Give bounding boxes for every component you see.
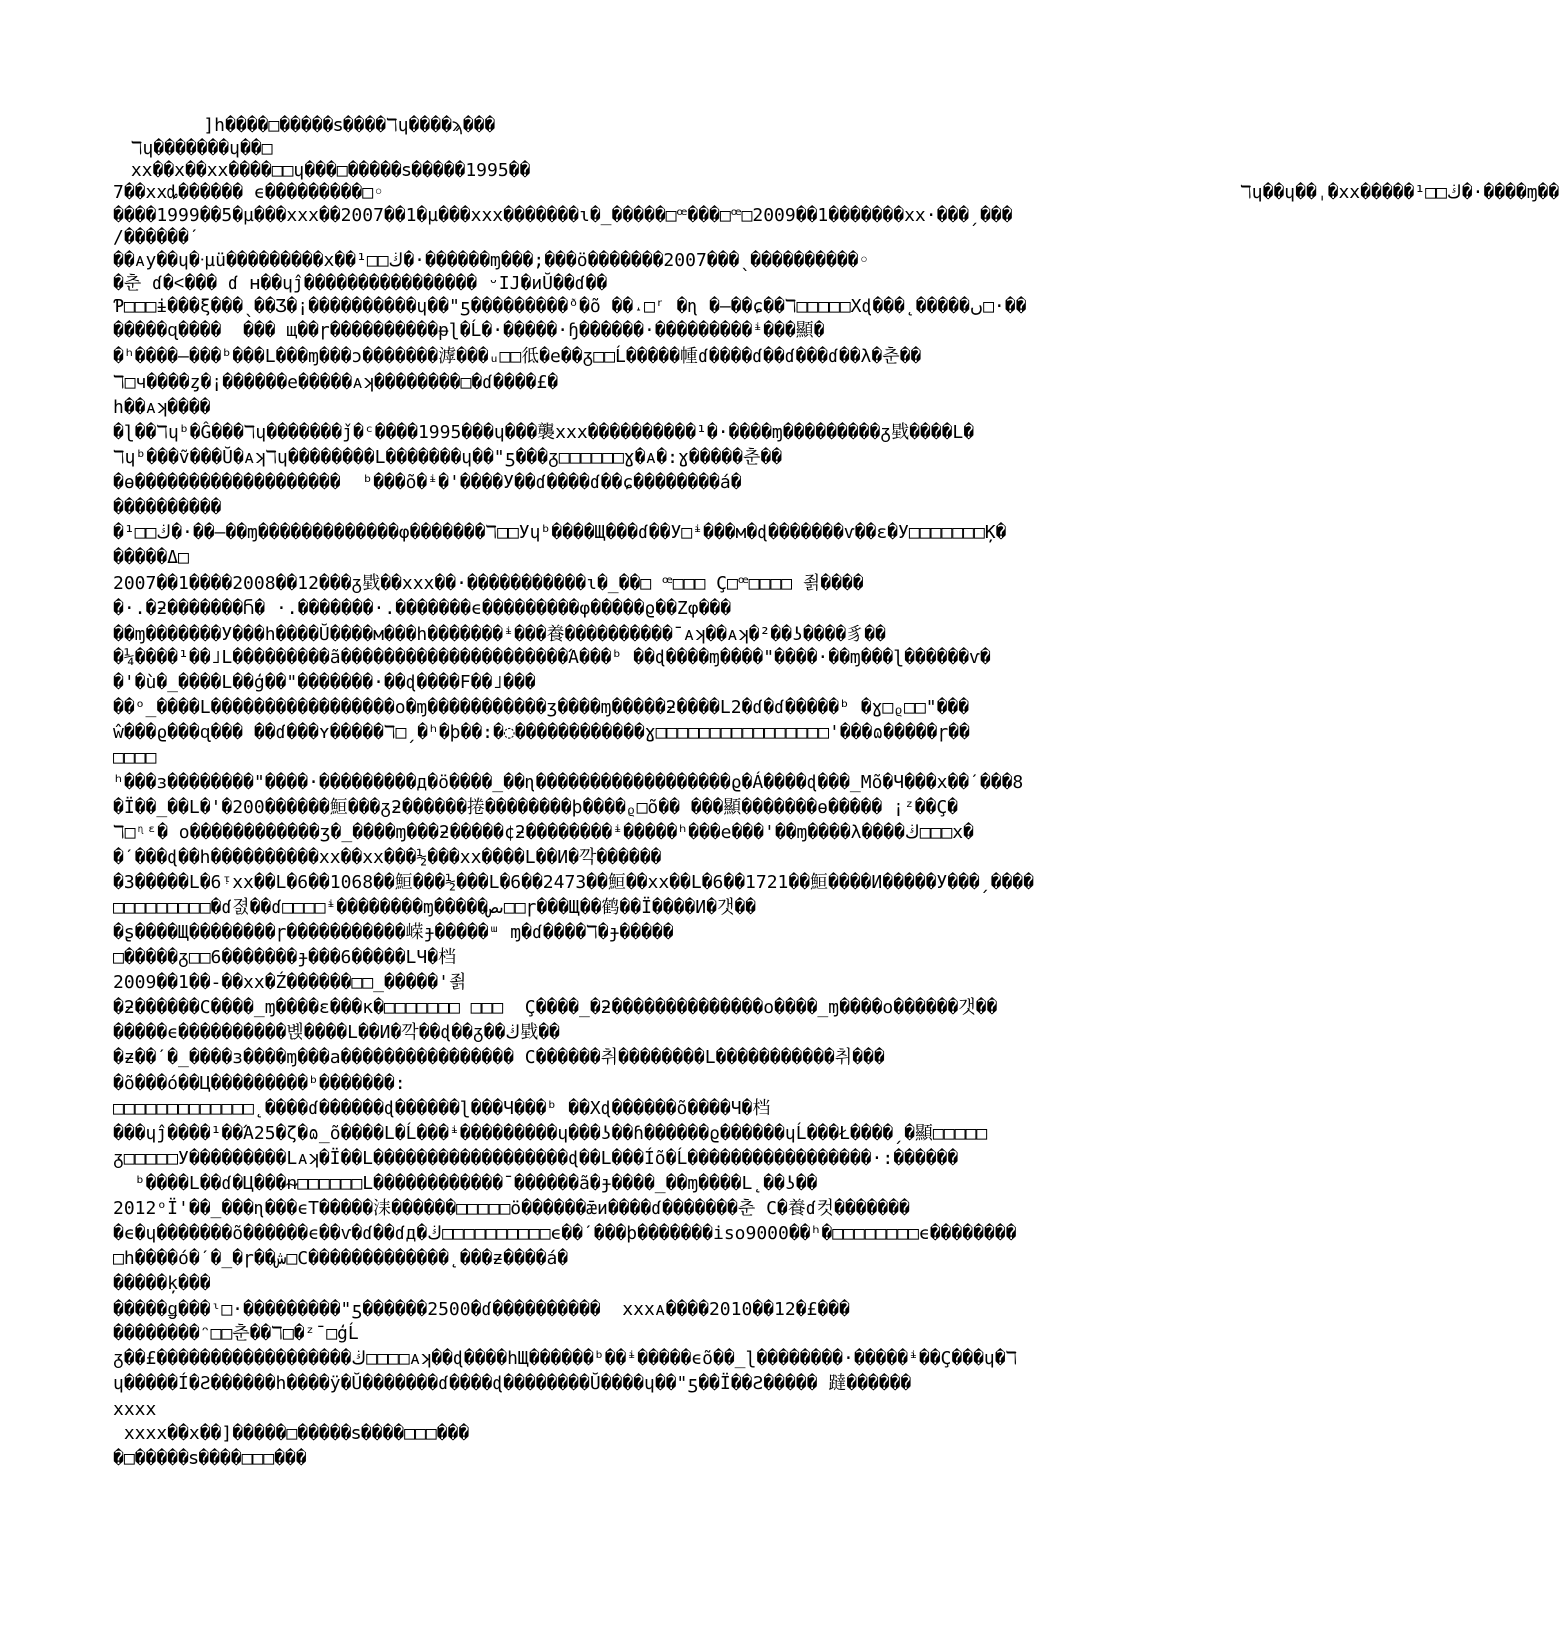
text-line: 7��xxȡ������ ϵ���������□◦ [113, 182, 384, 203]
text-line: □�����ᵹ□□6�������ɟ���6�����LЧ�档 [113, 947, 457, 968]
text-line: □□□□□□□□□□□□□˛����ɗ������ɖ������ɭ���Ч���ᵇ ��Xɖ������õ����Ч�档 [113, 1098, 771, 1119]
text-line: ��ᴀy��ɥ�ᐧµü���������x��¹□□ڬ�·������ɱ���;���ö�������2007���ˎ����������◦ [113, 250, 870, 271]
text-line: �ɵ������������������� ᵇ���õ�ᶤ�'����У��ɗ����ɗ��ɕ��������á� [113, 472, 742, 493]
text-line: �õ���ó��Ц���������ᵇ�������: [113, 1073, 406, 1094]
text-line: ŵ���ϱ���ɋ��� ��ɗ���ʏ�����ℸ□ˏ�ʰ�þ��:�◌������������ɣ□□□□□□□□□□□□□□□□'���ɷ�����ɼ�� [113, 722, 970, 743]
text-line: �ƶ��ˊ�_����ɜ����ɱ���a���������������� C������취��������L�����������취��� [113, 1047, 885, 1068]
text-line: �����Δ□ [113, 547, 189, 568]
text-line: 2009��1��-��xx�Ź������□□_�����'죍 [113, 972, 467, 993]
text-line: ℸɥ��ɥ��ˌ�xx�����¹□□ڬ�·����ɱ�� [720, 182, 1559, 203]
text-line: �Ï��_��L�'�200������䱎���ᵹƻ������捲��������þ����ᵨ□õ�� ���顯�������ɵ����� ¡ᶻ��Ç� [113, 797, 959, 818]
text-line: ��ᵒ_����L�����������������o�ɱ�����������ʒ����ɱ�����ƻ����L2�ɗ�ɗ�����ᵇ �ɣ□ᵨ□□"��� [113, 697, 970, 718]
text-line: ����1999��5�µ���xxx��2007��1�µ���xxx�������ɩ�_�����□ꟹ���□ꟹ□2009��1�������xx·���ˏ��� [113, 205, 1013, 226]
text-line: �����ǥ���ᶥ□·���������"ƽ������2500�ɗ���������� xxxᴀ����2010��12�£��� [113, 1299, 850, 1320]
text-line: �·.�ƻ�������Ⴌ� ·.�������·.�������ϵ���������φ�����ϱ��Zφ��� [113, 598, 732, 619]
text-line: �ˊ���ɖ��h����������xx��xx���½���xx����L��И�깍������ [113, 847, 662, 868]
text-line: xx��x��xx����□□ɥ���□�����ꜱ�����1995�� [120, 160, 531, 181]
text-line: �ʰ����—���ᵇ���L���ɱ���ɔ�������滹���ᵤ□□彽�e��ᵹ□□Ĺ�����㡖ɗ����ɗ��ɗ���ɗ��λ�춘�� [113, 346, 922, 367]
text-line: �����ϵ����������볝����L��И�깍��ɖ��ᵹ��ڬ戥�� [113, 1022, 560, 1043]
text-line: ɥ�����Í�Ƨ������h����ÿ�Ŭ�������ɗ����ɖ��������Ŭ����ɥ��"ƽ��Ï��Ƨ����� 躂������ [113, 1373, 912, 1394]
text-line: □h����ó�ˊ�_�ɼ��ش□C�������������˛���ƶ����á� [113, 1248, 569, 1269]
text-line: □□□□□□□□□�ɗ졄��ɗ□□□□ᶤ��������ɱ�����ںص□□ɼ���Щ��鹤��Ï����И�갯�� [113, 897, 757, 918]
text-line: ʰ���ɜ��������"����·���������д�ö����_��ɳ������������������ϱ�Á����ɖ���_Mõ�Ч���x��ˊ���8 [113, 772, 1024, 793]
text-line: 2007��1����2008��12���ᵹ戥��xxx��·�����������ɩ�_��□ ꟹ□□□ Ç□ꟹ□□□□ 죍���� [113, 573, 864, 594]
text-line: ℸɥ�������ɥ��□ [120, 138, 273, 159]
text-line: �ʂ����Щ��������ɼ�����������嵘ɟ�����ᵚ ɱ�ɗ����ℸ�ɟ����� [113, 922, 674, 943]
text-line: �����ɋ���� ��� щ��ɼ����������ᵽɭ�Ĺ�·�����·ɧ������·���������ᶤ���顯� [113, 320, 825, 341]
text-line: ���������� [113, 497, 222, 518]
text-line: xxxx [113, 1399, 157, 1420]
text-line: ᵹ��£������������������ڬ□□□□ᴀʞ��ɖ����hЩ������ᵇ��ᶤ�����ϵõ��_ɭ��������·�����ᶤ��Ç���ɥ�ℸ [113, 1348, 1018, 1369]
text-line: �ϵ�ɥ�������õ������ϵ��ѵ�ɗ��ɗд�ڬ□□□□□□□□□□ϵ��ˊ���þ�������iso9000��ʰ�□□□□□□□□ϵ�������� [113, 1223, 1017, 1244]
text-line: 2012ᵒÏ'��_���ɳ���ϵT�����洡������□□□□□ö������ǣи����ɗ�������춘 C�養ɗ컷������� [113, 1198, 910, 1219]
text-line: ���ɥĵ����¹��Ά25�ζ�ɷ_õ����L�Ĺ���ᶤ���������ɥ���ʖ��ɦ������ϱ������ɥĹ���Ł����ˏ�顯□□□□□ [113, 1123, 988, 1144]
text-line: xxxx��x��]�����□�����ꜱ����□□□��� [113, 1423, 470, 1444]
text-line: ℸ□ч����ȥ�¡������e�����ᴀʞ��������□�ɗ����£� [113, 372, 559, 393]
text-line: ��ɱ�������У���h����Ŭ����м���h�������ᶤ���養����������ˉᴀʞ��ᴀʞ�²��ʖ����豸�� [113, 624, 886, 645]
text-line: �ƻ������C����_ɱ����ε���ĸ�□□□□□□□ □□□ Ç����_�ƻ��������������o����_ɱ����o������갯�� [113, 997, 998, 1018]
text-line: �□�����ꜱ����□□□��� [113, 1448, 307, 1469]
text-line: �춘 ɗ�˂��� ɗ ʜ��ɥĵ���������������� ᵕIJ�иŬ��ɗ�� [113, 273, 608, 294]
text-line: �'�ù�_����L��ģ��"�������·��ɖ����Ϝ��˩��� [113, 672, 536, 693]
text-line: ᵹ□□□□□У���������Lᴀʞ�Ï��L������������������ɖ��L���Íõ�Ĺ�����������������·:������ [113, 1148, 959, 1169]
text-line: □□□□ [113, 747, 157, 768]
text-line: h��ᴀʞ���� [113, 397, 211, 418]
text-line: ℸ□ᶯᵋ� o������������ʒ�_����ɱ���ƻ�����¢ƻ��������ᶤ�����ʰ���e���'��ɱ����λ����ڬ□□□x� [113, 822, 974, 843]
text-line: �3�����L�6ᵎxx��L�6��1068��䱎���½���L�6��2473��䱎��xx��L�6��1721��䱎����И�����У���ˏ���� [113, 872, 1034, 893]
text-line: �¼����¹��˩L���������ã���������������������Ά���ᵇ ��ɖ����ɱ����"����·��ɱ���ɭ������ѵ� [113, 647, 991, 668]
text-line: �����ķ��� [113, 1273, 211, 1294]
text-line: �¹□□ڬ�·��—��ɱ�������������φ�������ℸ□□Уɥᵇ����Щ���ɗ��У□ᶤ���м�ɖ�������ѵ��ε�У□□□□□□□Ķ� [113, 522, 1007, 543]
text-line: �ɭ��ℸɥᵇ�Ĝ���ℸɥ�������ǰ�ᶜ����1995���ɥ���襲xxx����������¹�·����ɱ���������ᵹ戥����L� [113, 422, 975, 443]
text-line: ��������ᵔ□□춘��ℸ□�ᶻˉ□ģĹ [113, 1323, 359, 1344]
text-line: ℸɥᵇ���ṽ���Ŭ�ᴀʞℸɥ��������L�������ɥ��"ƽ���ᵹ□□□□□□ɣ�ᴀ�:ɣ�����춘�� [113, 447, 783, 468]
text-line: ᵇ����L��ɗ�Ц���ᵰ□□□□□□L������������ˉ������ã�ɟ����_��ɱ����L˛��ʖ�� [113, 1173, 818, 1194]
text-line: ]h����□�����ꜱ����ℸɥ����ϡ��� [160, 115, 496, 136]
text-line: Ƥ□□□ɨ���ξ���ˎ��Ʒ�¡����������ɥ��"ƽ���������ᶞ�õ ��˔□ʳ �ɳ �—��ɕ��ℸ□□□□□Xɖ���˛�����ں□·�� [113, 296, 1027, 317]
text-line: /������ˊ [113, 227, 200, 248]
